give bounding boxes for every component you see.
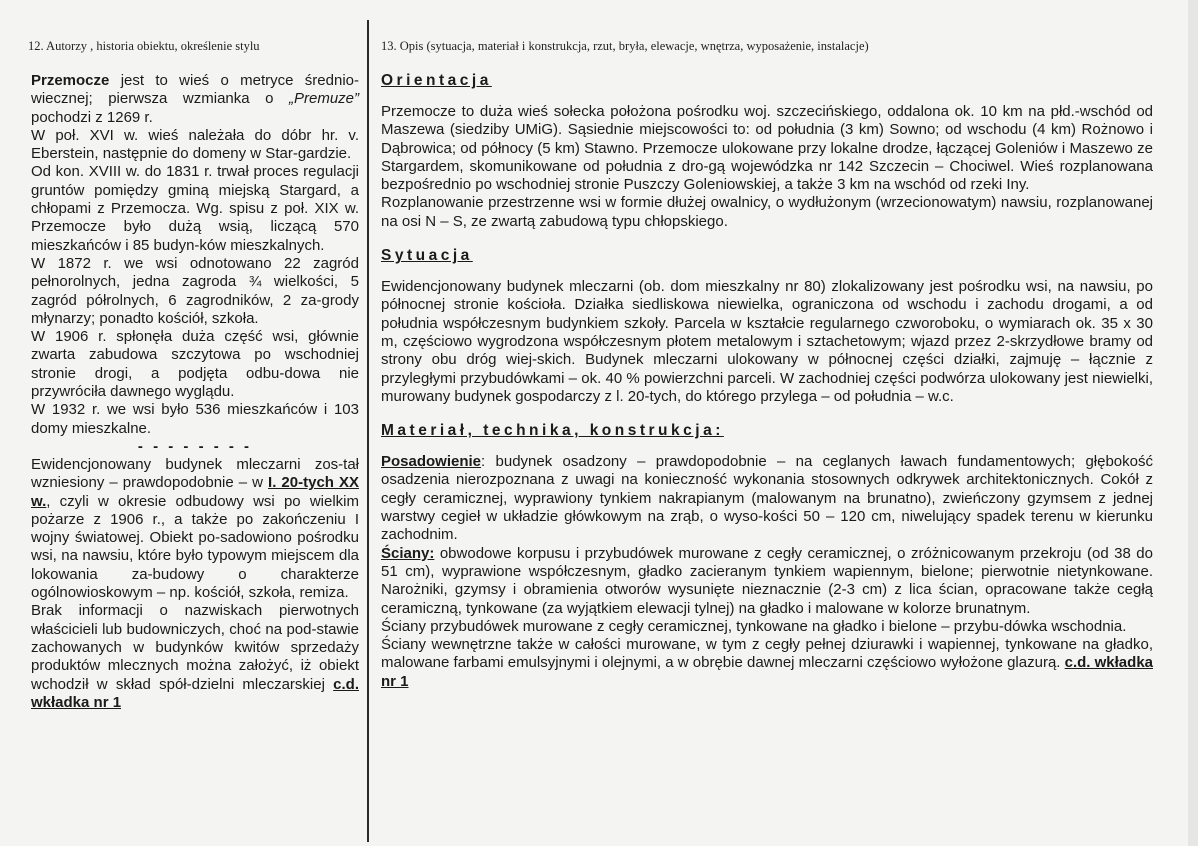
walls-paragraph: Ściany: obwodowe korpusu i przybudówek murowane z cegły ceramicznej, o zróżnicowanym przekroju (od 38 do 51 cm), wyprawione współczesnym, gładko zacieranym tynkiem wapiennym, bielone; pierwotnie nietynkowane. Narożniki, gzymsy i obramienia otworów wysunięte nieznacznie (2-3 cm) z lica ścian, opracowane także cegłą ceramiczną, tynkowane (za wyjątkiem elewacji tylnej) na gładko i malowane w kolorze brunatnym. — [381, 544, 1153, 617]
right-column-heading: 13. Opis (sytuacja, materiał i konstrukcja, rzut, bryła, elewacje, wnętrza, wyposażenie, instalacje) — [381, 39, 869, 53]
historic-name: „Premuze” — [288, 90, 359, 108]
page-edge — [1188, 0, 1198, 846]
history-paragraph-16th-century: W poł. XVI w. wieś należała do dóbr hr. v. Eberstein, następnie do domeny w Star-gardzie. — [31, 126, 359, 163]
continuation-reference: c.d. wkładka nr 1 — [31, 675, 359, 711]
left-column-heading: 12. Autorzy , historia obiektu, określenie stylu — [28, 39, 260, 53]
history-paragraph-18th-19th-century: Od kon. XVIII w. do 1831 r. trwał proces regulacji gruntów pomiędzy gminą miejską Stargard, a chłopami z Przemocza. Wg. spisu z poł. XIX w. Przemocze było dużą wsią, liczącą 570 mieszkańców i 85 budyn-ków mieszkalnych. — [31, 163, 359, 254]
orientation-paragraph-layout: Rozplanowanie przestrzenne wsi w formie dłużej owalnicy, o wydłużonym (wrzecionowatym) nawsiu, rozplanowanej na osi N – S, ze zwartą zabudową typu chłopskiego. — [381, 194, 1153, 230]
section-title-material: Materiał, technika, konstrukcja: — [381, 422, 724, 440]
orientation-paragraph-location: Przemocze to duża wieś sołecka położona pośrodku woj. szczecińskiego, oddalona ok. 10 km na płd.-wschód od Maszewa (siedziby UMiG). Sąsiednie miejscowości to: od południa (3 km) Sowno; od wschodu (4 km) Rożnowo i Dąbrowica; od północy (5 km) Stawno. Przemocze ulokowane przy lokalne drodze, łączącej Goleniów i Maszewo ze Stargardem, skomunikowane od południa z dro-gą wojewódzka nr 142 Szczecin – Chociwel. Wieś rozplanowana bezpośrednio po wschodniej stronie Puszczy Goleniowskiej, a także 3 km na wschód od rzeki Iny. — [381, 103, 1153, 194]
foundation-paragraph: Posadowienie: budynek osadzony – prawdopodobnie – na ceglanych ławach fundamentowych; głębokość osadzenia nierozpoznana z uwagi na konieczność wykonania stosownych odkrywek architektonicznych. Cokół z cegły ceramicznej, wyprawiony tynkiem nakrapianym (malowanym na brunatno), zwieńczony gzymsem z jednej warstwy cegieł w układzie główkowym na zrąb, o wyso-kości 50 – 120 cm, niwelujący spadek terenu w kierunku zachodnim. — [381, 453, 1153, 544]
construction-date: I. 20-tych XX w. — [31, 474, 360, 510]
village-name: Przemocze — [31, 72, 110, 89]
history-paragraph-construction: Ewidencjonowany budynek mleczarni zos-tał wzniesiony – prawdopodobnie – w I. 20-tych XX w., czyli w okresie odbudowy wsi po wielkim pożarze z 1906 r., a także po zakończeniu I wojny światowej. Obiekt po-sadowiono pośrodku wsi, na nawsiu, które było typowym miejscem dla lokowania za-budowy o charakterze ogólnowioskowym – np. kościół, szkoła, remiza. — [31, 455, 360, 602]
history-paragraph-1872: W 1872 r. we wsi odnotowano 22 zagród pełnorolnych, jedna zagroda ¾ wielkości, 5 zagród półrolnych, 6 zagrodników, 2 za-grody młynarzy; ponadto kościół, szkoła. — [31, 254, 359, 327]
history-paragraph-1932: W 1932 r. we wsi było 536 mieszkańców i 103 domy mieszkalne. — [31, 401, 359, 437]
history-paragraph-origin: Przemocze jest to wieś o metryce średnio-wiecznej; pierwsza wzmianka o „Premuze” pochodzi z 1269 r. — [31, 72, 359, 126]
history-paragraph-owners: Brak informacji o nazwiskach pierwotnych właścicieli lub budowniczych, choć na pod-stawie zachowanych w budynków kwitów sprzedaży produktów mlecznych można założyć, iż obiekt wchodził w skład spół-dzielni mleczarskiej c.d. wkładka nr 1 — [31, 602, 359, 711]
annex-walls-paragraph: Ściany przybudówek murowane z cegły ceramicznej, tynkowane na gładko i bielone – przybu-dówka wschodnia. — [381, 617, 1127, 635]
continuation-reference: c.d. wkładka nr 1 — [381, 654, 1153, 690]
interior-walls-paragraph: Ściany wewnętrzne także w całości murowane, w tym z cegły pełnej dziurawki i wapiennej, tynkowane na gładko, malowane farbami emulsyjnymi i olejnymi, a w obrębie dawnej mleczarni częściowo wyłożone glazurą. c.d. wkładka nr 1 — [381, 636, 1153, 690]
column-divider — [367, 20, 369, 842]
section-title-situation: Sytuacja — [381, 247, 473, 265]
walls-label: Ściany: — [381, 544, 435, 562]
history-paragraph-1906: W 1906 r. spłonęła duża część wsi, głównie zwarta zabudowa szczytowa po wschodniej stronie drogi, a podjęta odbu-dowa nie przywróciła dawnego wyglądu. — [31, 328, 359, 401]
section-title-orientation: Orientacja — [381, 72, 492, 89]
foundation-label: Posadowienie — [381, 453, 482, 471]
separator: - - - - - - - - — [137, 437, 253, 455]
situation-paragraph: Ewidencjonowany budynek mleczarni (ob. dom mieszkalny nr 80) zlokalizowany jest pośrodku wsi, na nawsiu, po północnej stronie kościoła. Działka siedliskowa niewielka, ograniczona od wschodu i zachodu drogami, a od południa współczesnym budynkiem szkoły. Parcela w kształcie regularnego czworoboku, o wymiarach ok. 35 x 30 m, częściowo wygrodzona współczesnym płotem metalowym i sztachetowym; wjazd przez 2-skrzydłowe bramy od strony obu dróg wiej-skich. Budynek mleczarni ulokowany w północnej części działki, zajmuję – łącznie z przyległymi przybudówkami – ok. 40 % powierzchni parceli. W zachodniej części podwórza ulokowany jest niewielki, murowany budynek gospodarczy z l. 20-tych, do którego przylega – od południa – w.c. — [381, 278, 1153, 405]
description-column — [381, 72, 1153, 691]
history-column — [31, 72, 359, 712]
